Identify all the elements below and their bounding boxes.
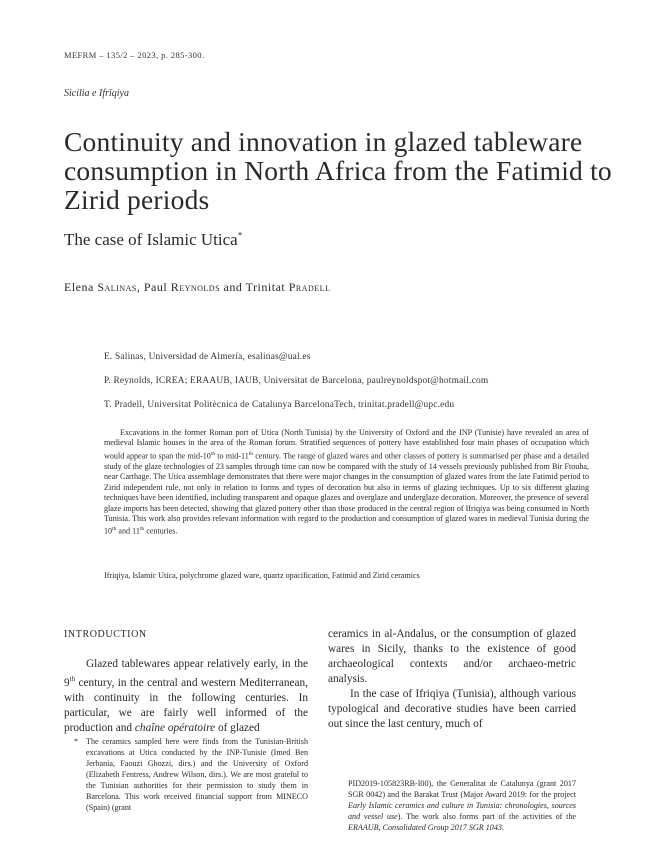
- paragraph: Glazed tablewares appear relatively early, in the 9th century, in the central and western Mediterranean, with continuity in the following centuries. In particular, we are fairly well informed of the production and chaîne opératoire of glazed: [64, 658, 308, 734]
- section-title: Sicilia e Ifrīqiya: [64, 88, 129, 99]
- paragraph: In the case of Ifriqiya (Tunisia), although various typological and decorative studies have been carried out since the last century, much of: [328, 688, 576, 730]
- journal-reference: MEFRM – 135/2 – 2023, p. 285-300.: [64, 50, 205, 60]
- abstract-text: Excavations in the former Roman port of Utica (North Tunisia) by the University of Oxford and the INP (Tunisie) have revealed an area of medieval Islamic houses in the area of the Roman forum. Stratified sequences of pottery have established four main phases of occupation which would appear to span the mid-10th to mid-11th century. The range of glazed wares and other classes of pottery is summarised per phase and a detailed study of the glaze technologies of 23 samples through time can now be compared with the study of 14 vessels previously published from Bir Ftouha, near Carthage. The Utica assemblage demonstrates that there were major changes in the consumption of glazed wares from the late Fatimid period to Zirid independent rule, not only in relation to forms and types of decoration but also in terms of glazing techniques. Up to six different glazing techniques have been identified, including transparent and opaque glazes and overglaze and underglaze decoration. Moreover, the presence of several glaze imports has been detected, showing that glazed pottery other than those produced in the central region of Ifriqiya was being consumed in North Tunisia. This work also provides relevant information with regard to the production and consumption of glazed wares in medieval Tunisia during the 10th and 11th centuries.: [104, 428, 589, 537]
- author-last-name: Reynolds: [170, 280, 221, 294]
- article-subtitle: [64, 230, 242, 250]
- footnote-left: [74, 736, 308, 813]
- footnote-right: PID2019-105823RB-I00), the Generalitat de Catalunya (grant 2017 SGR 0042) and the Barakat Trust (Major Award 2019: for the project Early Islamic ceramics and culture in Tunisia: chronologies, sources and vessel use). The work also forms part of the activities of the ERAAUB, Consolidated Group 2017 SGR 1043.: [348, 779, 576, 832]
- article-title: Continuity and innovation in glazed tableware consumption in North Africa from the Fatimid to Zirid periods: [64, 126, 612, 215]
- author-first-name: Trinitat: [245, 280, 286, 294]
- author-separator: ,: [136, 280, 141, 294]
- abstract: [104, 428, 589, 537]
- footnote-marker: *: [237, 230, 243, 241]
- subtitle-text: The case of Islamic Utica: [64, 230, 238, 249]
- author-list: [64, 280, 330, 295]
- author-last-name: Salinas: [97, 280, 137, 294]
- author-first-name: Paul: [143, 280, 168, 294]
- footnote-text: The ceramics sampled here were finds from the Tunisian-British excavations at Utica conducted by the INP-Tunisie (Imed Ben Jerbania, Faouzi Ghozzi, dirs.) and the University of Oxford (Elizabeth Fentress, Andrew Wilson, dirs.). We are most grateful to the Tunisian authorities for their permission to study them in Barcelona. This work received financial support from MINECO (Spain) (grant: [86, 737, 308, 812]
- section-heading-introduction: INTRODUCTION: [64, 629, 147, 640]
- author-first-name: Elena: [64, 280, 94, 294]
- affiliation: E. Salinas, Universidad de Almería, esalinas@ual.es: [104, 352, 311, 362]
- keywords: Ifriqiya, Islamic Utica, polychrome glazed ware, quartz opacification, Fatimid and Zirid ceramics: [104, 571, 420, 580]
- body-column-left: [64, 657, 308, 736]
- body-column-right: [328, 627, 576, 732]
- author-separator: and: [223, 280, 243, 294]
- author-last-name: Pradell: [288, 280, 331, 294]
- affiliation: T. Pradell, Universitat Politècnica de Catalunya BarcelonaTech, trinitat.pradell@upc.edu: [104, 400, 455, 410]
- paragraph: ceramics in al-Andalus, or the consumption of glazed wares in Sicily, thanks to the existence of good archaeological contexts and/or archaeo-metric analysis.: [328, 628, 576, 685]
- footnote-marker: *: [74, 737, 79, 746]
- affiliation: P. Reynolds, ICREA; ERAAUB, IAUB, Universitat de Barcelona, paulreynoldspot@hotmail.com: [104, 376, 489, 386]
